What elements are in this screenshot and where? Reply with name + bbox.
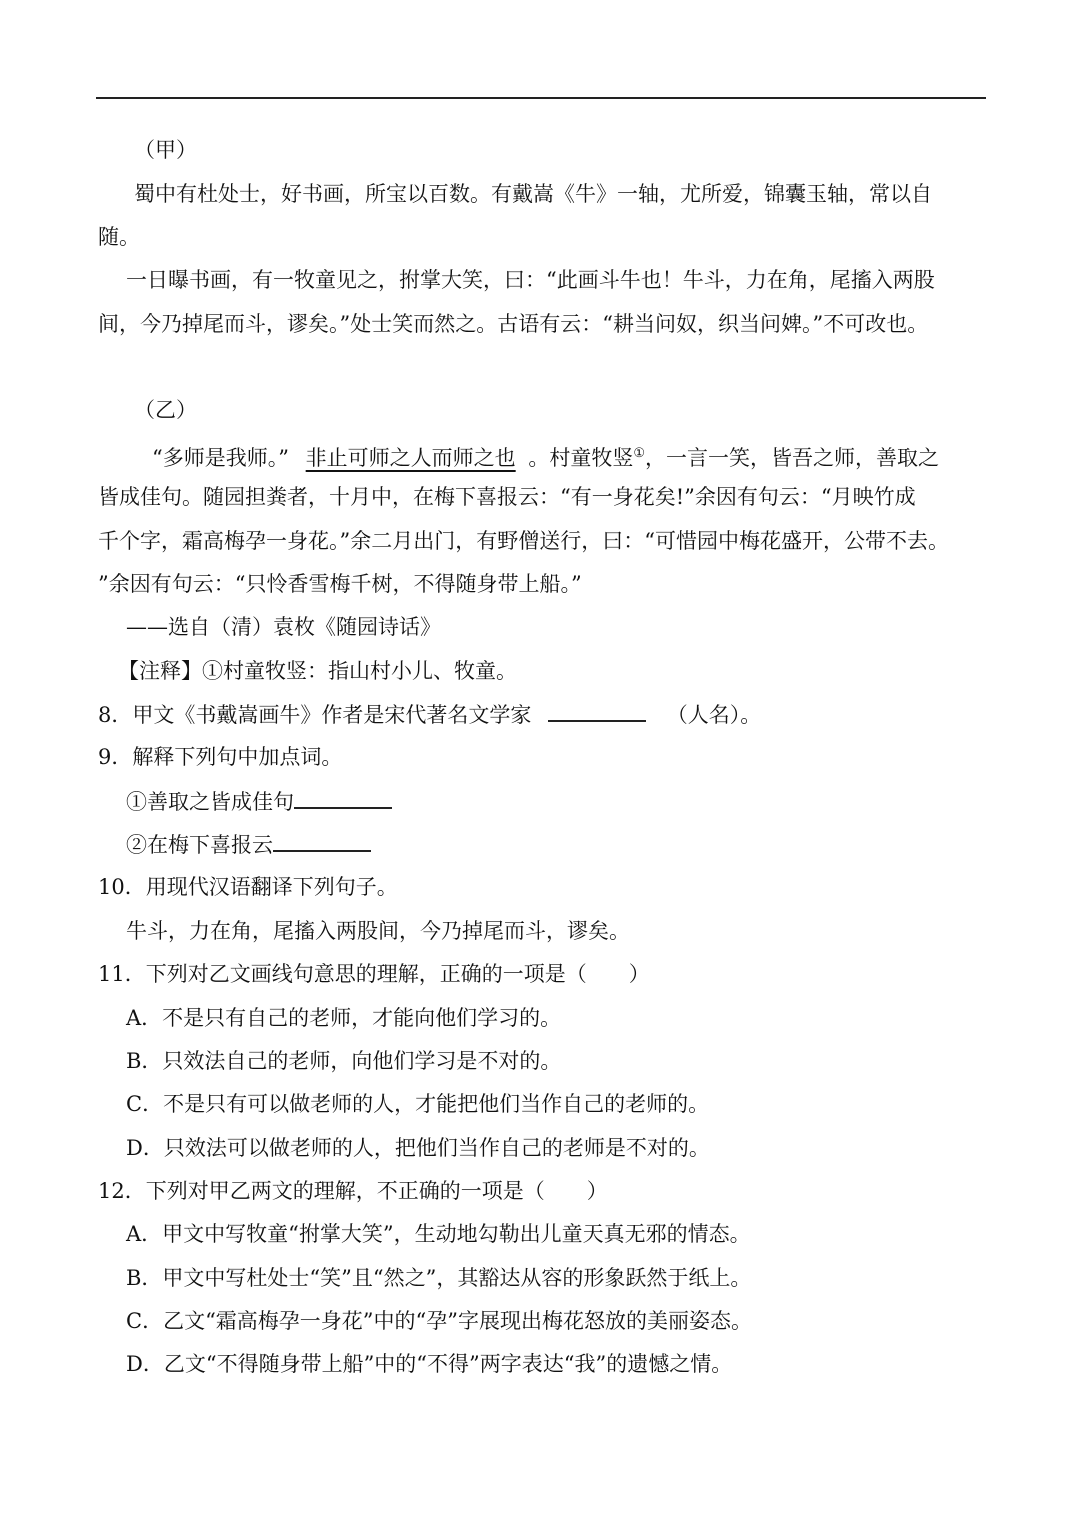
answer-blank[interactable] <box>273 830 371 852</box>
passage-a-line: 间，今乃掉尾而斗，谬矣。”处士笑而然之。古语有云：“耕当问奴，织当问婢。”不可改也。 <box>98 312 929 336</box>
passage-a-line: 随。 <box>98 225 140 249</box>
question-9: 9．解释下列句中加点词。 <box>98 745 343 769</box>
answer-blank[interactable] <box>294 787 392 809</box>
passage-a-line: 一日曝书画，有一牧童见之，拊掌大笑，曰：“此画斗牛也！牛斗，力在角，尾搐入两股 <box>126 268 935 292</box>
passage-b-line: ”余因有句云：“只怜香雪梅千树，不得随身带上船。” <box>98 572 582 596</box>
quote-text: “多师是我师。” <box>152 446 289 470</box>
passage-a-line: 蜀中有杜处士，好书画，所宝以百数。有戴嵩《牛》一轴，尤所爱，锦囊玉轴，常以自 <box>134 182 932 206</box>
question-8 <box>98 700 761 729</box>
question-9-item <box>126 787 392 816</box>
option-b: B．只效法自己的老师，向他们学习是不对的。 <box>126 1049 562 1073</box>
footnote-mark: ① <box>633 446 646 461</box>
question-12: 12．下列对甲乙两文的理解，不正确的一项是（ ） <box>98 1179 608 1203</box>
option-d: D．只效法可以做老师的人，把他们当作自己的老师是不对的。 <box>126 1136 710 1160</box>
question-text: ②在梅下喜报云 <box>126 833 273 857</box>
question-text: ①善取之皆成佳句 <box>126 790 294 814</box>
option-a: A．不是只有自己的老师，才能向他们学习的。 <box>126 1006 562 1030</box>
question-11: 11．下列对乙文画线句意思的理解，正确的一项是（ ） <box>98 962 650 986</box>
option-c: C．乙文“霜高梅孕一身花”中的“孕”字展现出梅花怒放的美丽姿态。 <box>126 1309 753 1333</box>
option-a: A．甲文中写牧童“拊掌大笑”，生动地勾勒出儿童天真无邪的情态。 <box>126 1222 751 1246</box>
passage-b-line: 皆成佳句。随园担粪者，十月中，在梅下喜报云：“有一身花矣!”余因有句云：“月映竹成 <box>98 485 916 509</box>
passage-a-label: （甲） <box>134 138 197 162</box>
answer-blank[interactable] <box>548 700 646 722</box>
passage-b-line: 千个字，霜高梅孕一身花。”余二月出门，有野僧送行，曰：“可惜园中梅花盛开，公带不去。 <box>98 529 949 553</box>
passage-text: ，一言一笑，皆吾之师，善取之 <box>645 446 940 470</box>
passage-b-label: （乙） <box>134 398 197 422</box>
underlined-sentence: 非止可师之人而师之也 <box>305 446 516 470</box>
question-10-sentence: 牛斗，力在角，尾搐入两股间，今乃掉尾而斗，谬矣。 <box>126 919 630 943</box>
annotation-note: 【注释】①村童牧竖：指山村小儿、牧童。 <box>118 659 517 683</box>
question-text: 8．甲文《书戴嵩画牛》作者是宋代著名文学家 <box>98 703 532 727</box>
passage-source: ——选自（清）袁枚《随园诗话》 <box>126 615 441 639</box>
question-10: 10．用现代汉语翻译下列句子。 <box>98 875 398 899</box>
question-text: （人名）。 <box>666 703 762 727</box>
passage-b-line <box>152 440 939 472</box>
option-b: B．甲文中写杜处士“笑”且“然之”，其豁达从容的形象跃然于纸上。 <box>126 1266 752 1290</box>
option-d: D．乙文“不得随身带上船”中的“不得”两字表达“我”的遗憾之情。 <box>126 1352 733 1376</box>
header-rule <box>96 97 986 99</box>
option-c: C．不是只有可以做老师的人，才能把他们当作自己的老师的。 <box>126 1092 710 1116</box>
passage-text: 。村童牧竖 <box>528 446 634 470</box>
question-9-item <box>126 830 371 859</box>
